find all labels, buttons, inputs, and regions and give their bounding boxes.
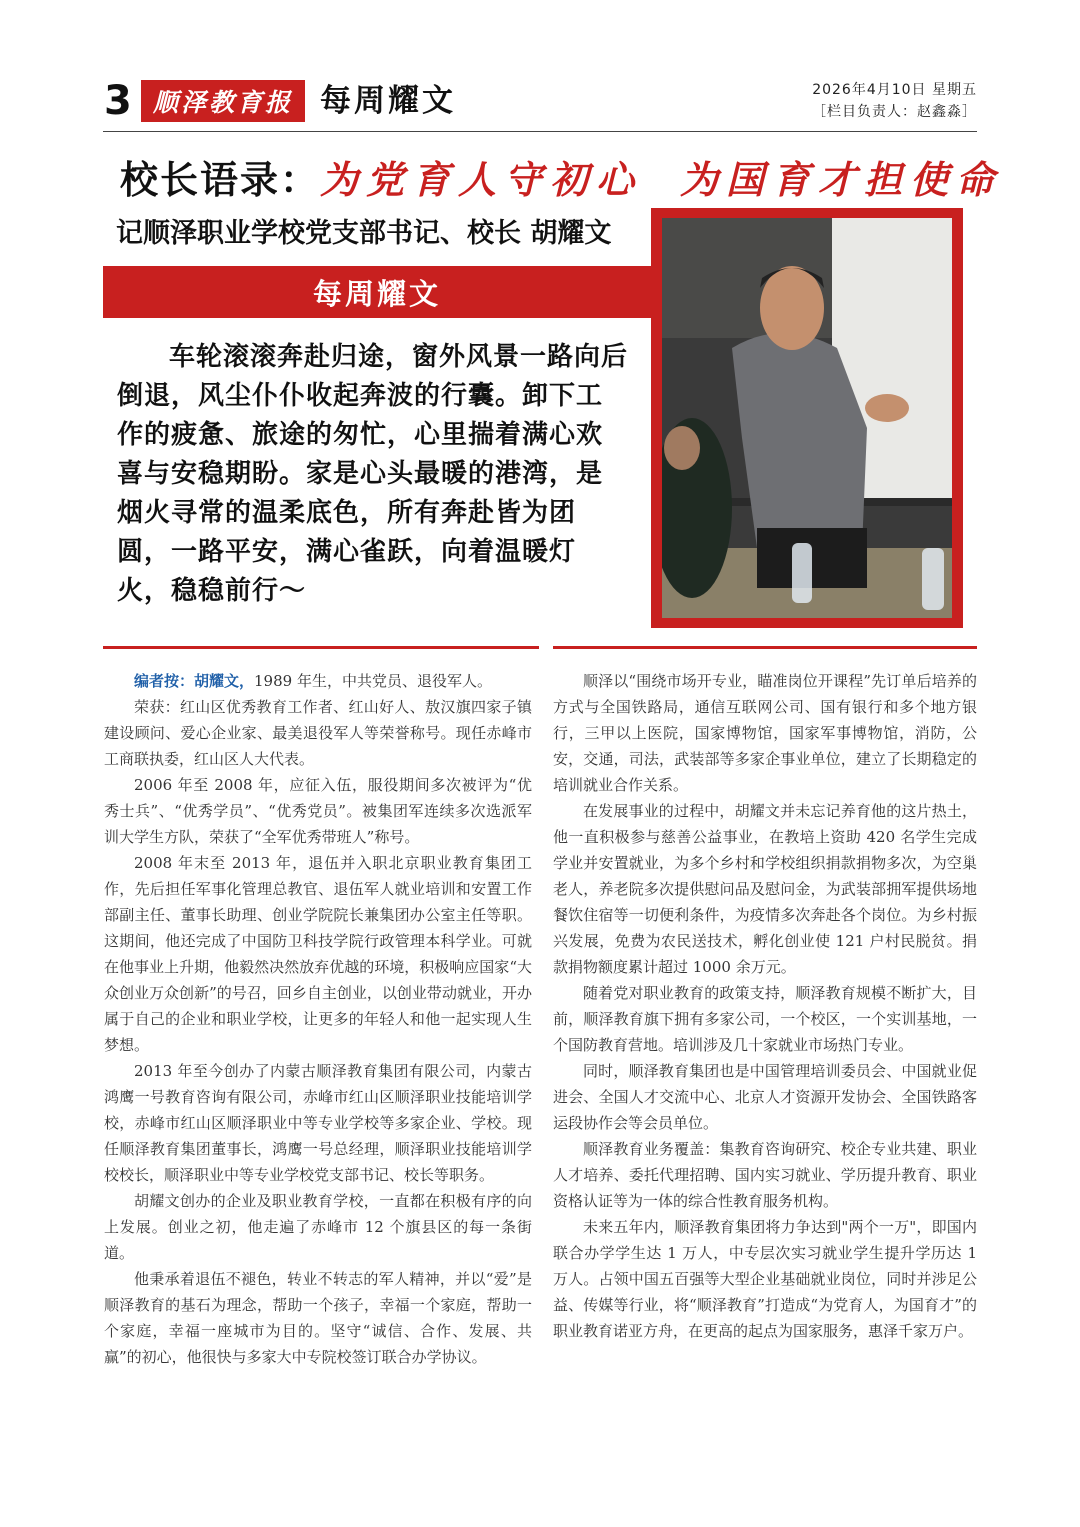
article-paragraph: 未来五年内，顺泽教育集团将力争达到"两个一万"，即国内联合办学学生达 1 万人，中专层次实习就业学生提升学历达 1 万人。占领中国五百强等大型企业基础就业岗位，同时并涉足公益、传媒等行业，将“顺泽教育”打造成“为党育人，为国育才”的职业教育诺亚方舟，在更高的起点为国家服务，惠泽千家万户。	[553, 1218, 977, 1340]
headline-slogan-2: 为国育才担使命	[680, 157, 1003, 202]
editor-note-label: 编者按：胡耀文，	[134, 672, 255, 690]
article-paragraph: 2006 年至 2008 年，应征入伍，服役期间多次被评为“优秀士兵”、“优秀学员”、“优秀党员”。被集团军连续多次选派军训大学生方队，荣获了“全军优秀带班人”称号。	[104, 776, 532, 846]
article-paragraph: 他秉承着退伍不褪色，转业不转志的军人精神，并以“爱”是顺泽教育的基石为理念，帮助一个孩子，幸福一个家庭，帮助一个家庭，幸福一座城市为目的。坚守“诚信、合作、发展、共赢”的初心，他很快与多家大中专院校签订联合办学协议。	[104, 1270, 532, 1366]
article-paragraph: 同时，顺泽教育集团也是中国管理培训委员会、中国就业促进会、全国人才交流中心、北京人才资源开发协会、全国铁路客运段协作会等会员单位。	[553, 1062, 977, 1132]
article-paragraph: 在发展事业的过程中，胡耀文并未忘记养育他的这片热土，他一直积极参与慈善公益事业，在教培上资助 420 名学生完成学业并安置就业，为多个乡村和学校组织捐款捐物多次，为空巢老人，养老院多次提供慰问品及慰问金，为武装部拥军提供场地餐饮住宿等一切便利条件，为疫情多次奔赴各个岗位。为乡村振兴发展，免费为农民送技术，孵化创业使 121 户村民脱贫。捐款捐物额度累计超过 1000 余万元。	[553, 802, 977, 976]
issue-date: 2026年4月10日 星期五	[812, 82, 977, 98]
quote-divider-right	[553, 646, 977, 649]
article-paragraph: 胡耀文创办的企业及职业教育学校，一直都在积极有序的向上发展。创业之初，他走遍了赤峰市 12 个旗县区的每一条街道。	[104, 1192, 532, 1262]
headline-slogan-1: 为党育人守初心	[320, 157, 643, 202]
article-paragraph: 荣获：红山区优秀教育工作者、红山好人、敖汉旗四家子镇建设顾问、爱心企业家、最美退役军人等荣誉称号。现任赤峰市工商联执委，红山区人大代表。	[104, 698, 532, 768]
article-paragraph: 顺泽教育业务覆盖：集教育咨询研究、校企专业共建、职业人才培养、委托代理招聘、国内实习就业、学历提升教育、职业资格认证等为一体的综合性教育服务机构。	[553, 1140, 977, 1210]
section-banner-text: 每周耀文	[312, 276, 441, 311]
article-paragraph: 随着党对职业教育的政策支持，顺泽教育规模不断扩大，目前，顺泽教育旗下拥有多家公司，一个校区，一个实训基地，一个国防教育营地。培训涉及几十家就业市场热门专业。	[553, 984, 977, 1054]
header-divider	[103, 131, 977, 132]
headline-label: 校长语录：	[120, 158, 321, 202]
portrait-photo	[662, 218, 952, 618]
masthead-title: 顺泽教育报	[152, 88, 293, 117]
article-paragraph: 2008 年末至 2013 年，退伍并入职北京职业教育集团工作，先后担任军事化管理总教官、退伍军人就业培训和安置工作部副主任、董事长助理、创业学院院长兼集团办公室主任等职。这期间，他还完成了中国防卫科技学院行政管理本科学业。可就在他事业上升期，他毅然决然放弃优越的环境，积极响应国家“大众创业万众创新”的号召，回乡自主创业，以创业带动就业，开办属于自己的企业和职业学校，让更多的年轻人和他一起实现人生梦想。	[104, 854, 532, 1054]
column-name: 每周耀文	[320, 83, 456, 119]
article-column-left	[104, 668, 532, 1370]
section-banner	[103, 266, 651, 318]
article-text: 1989 年生，中共党员、退役军人。	[254, 672, 492, 690]
article-paragraph	[104, 668, 532, 694]
headline	[120, 152, 1002, 216]
page-number: 3	[104, 78, 132, 124]
column-editor: ［栏目负责人：赵鑫淼］	[812, 104, 977, 120]
article-paragraph: 2013 年至今创办了内蒙古顺泽教育集团有限公司，内蒙古鸿鹰一号教育咨询有限公司，赤峰市红山区顺泽职业技能培训学校，赤峰市红山区顺泽职业中等专业学校等多家企业、学校。现任顺泽教育集团董事长，鸿鹰一号总经理，顺泽职业技能培训学校校长，顺泽职业中等专业学校党支部书记、校长等职务。	[104, 1062, 532, 1184]
headline-subtitle: 记顺泽职业学校党支部书记、校长 胡耀文	[116, 218, 612, 249]
lead-quote: 车轮滚滚奔赴归途，窗外风景一路向后倒退，风尘仆仆收起奔波的行囊。卸下工作的疲惫、旅途的匆忙，心里揣着满心欢喜与安稳期盼。家是心头最暖的港湾，是烟火寻常的温柔底色，所有奔赴皆为团圆，一路平安，满心雀跃，向着温暖灯火，稳稳前行～	[117, 342, 629, 606]
article-paragraph: 顺泽以“围绕市场开专业，瞄准岗位开课程”先订单后培养的方式与全国铁路局，通信互联网公司、国有银行和多个地方银行，三甲以上医院，国家博物馆，国家军事博物馆，消防，公安，交通，司法，武装部等多家企事业单位，建立了长期稳定的培训就业合作关系。	[553, 672, 977, 794]
quote-divider-left	[103, 646, 539, 649]
masthead-logo	[141, 80, 305, 122]
article-column-right	[553, 668, 977, 1344]
